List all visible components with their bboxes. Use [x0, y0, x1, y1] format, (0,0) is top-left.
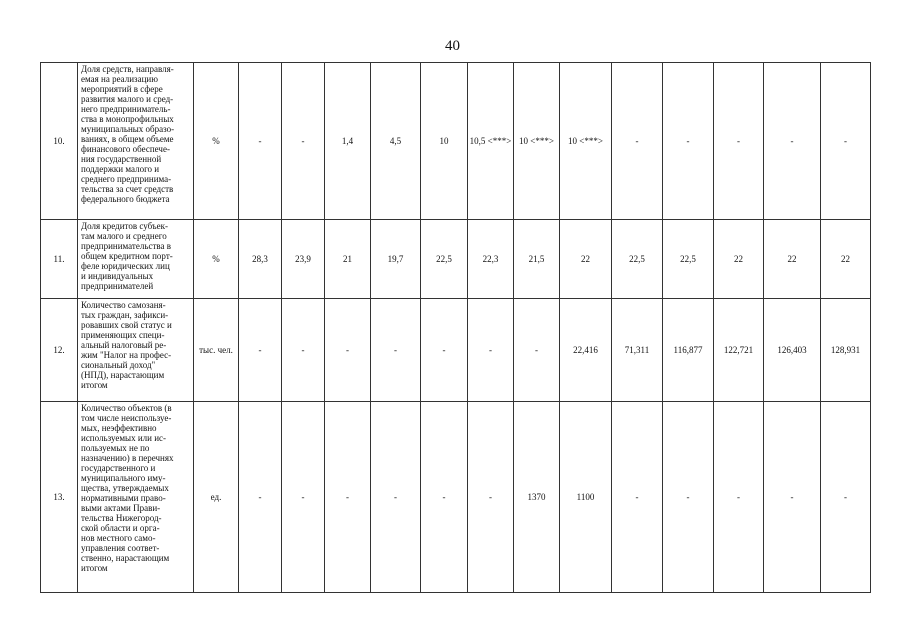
description-line: тельства Нижегород- — [81, 513, 162, 523]
value-cell: - — [325, 299, 371, 402]
value-cell: - — [612, 402, 663, 593]
value-cell: - — [663, 63, 714, 220]
description-line: предпринимательства в — [81, 241, 172, 251]
value-cell: 122,721 — [714, 299, 764, 402]
table-row — [41, 402, 905, 593]
description-line: нормативными право- — [81, 493, 166, 503]
value-cell: 22,3 — [468, 220, 514, 299]
value-cell: 4,5 — [371, 63, 421, 220]
description-line: среднего предпринима- — [81, 174, 172, 184]
description-line: федерального бюджета — [81, 194, 170, 204]
value-cell: 22 — [764, 220, 821, 299]
value-cell: - — [282, 299, 325, 402]
value-cell: - — [371, 299, 421, 402]
value-cell: - — [468, 299, 514, 402]
description-line: щества, утверждаемых — [81, 483, 169, 493]
value-cell: - — [821, 63, 871, 220]
row-number: 11. — [41, 220, 78, 299]
value-cell: 22 — [560, 220, 612, 299]
value-cell: 10 <***> — [560, 63, 612, 220]
row-number: 12. — [41, 299, 78, 402]
indicators-table — [40, 62, 905, 593]
value-cell: - — [764, 402, 821, 593]
value-cell: - — [239, 402, 282, 593]
description-line: развития малого и сред- — [81, 94, 174, 104]
value-cell: - — [282, 402, 325, 593]
description-line: альный налоговый ре- — [81, 340, 167, 350]
value-cell: 22 — [821, 220, 871, 299]
description-line: том числе неиспользуе- — [81, 413, 172, 423]
description-line: государственного и — [81, 463, 156, 473]
description-line: там малого и среднего — [81, 231, 167, 241]
description-line: предпринимателей — [81, 281, 154, 291]
description-line: мероприятий в сфере — [81, 84, 163, 94]
description-line: ровавших свой статус и — [81, 320, 172, 330]
value-cell: 22 — [714, 220, 764, 299]
value-cell: 10,5 <***> — [468, 63, 514, 220]
unit-cell: ед. — [194, 402, 239, 593]
description-line: и индивидуальных — [81, 271, 154, 281]
value-cell: - — [421, 299, 468, 402]
description-line: тых граждан, зафикси- — [81, 310, 169, 320]
value-cell: 116,877 — [663, 299, 714, 402]
value-cell: - — [371, 402, 421, 593]
description-line: Доля средств, направля- — [81, 64, 174, 74]
description-line: муниципальных образо- — [81, 124, 175, 134]
value-cell: 21 — [325, 220, 371, 299]
value-cell: - — [764, 63, 821, 220]
description-line: сиональный доход" — [81, 360, 156, 370]
description-line: него предприниматель- — [81, 104, 171, 114]
description-line: поддержки малого и — [81, 164, 160, 174]
description-line: ния государственной — [81, 154, 162, 164]
description-line: управления соответ- — [81, 543, 160, 553]
description-line: тельства за счет средств — [81, 184, 174, 194]
value-cell: 19,7 — [371, 220, 421, 299]
value-cell: - — [282, 63, 325, 220]
value-cell: - — [239, 63, 282, 220]
description-line: итогом — [81, 380, 108, 390]
description-line: жим "Налог на профес- — [81, 350, 172, 360]
value-cell: 21,5 — [514, 220, 560, 299]
value-cell: - — [514, 299, 560, 402]
value-cell: - — [612, 63, 663, 220]
value-cell: 1370 — [514, 402, 560, 593]
value-cell: - — [663, 402, 714, 593]
description-line: применяющих специ- — [81, 330, 165, 340]
description-line: ваниях, в общем объеме — [81, 134, 174, 144]
description-line: ской области и орга- — [81, 523, 160, 533]
value-cell: 22,5 — [421, 220, 468, 299]
value-cell: 128,931 — [821, 299, 871, 402]
description-line: итогом — [81, 563, 108, 573]
page-number: 40 — [445, 38, 460, 54]
description-line: ства в монопрофильных — [81, 114, 174, 124]
value-cell: 1100 — [560, 402, 612, 593]
description-line: пользуемых не по — [81, 443, 150, 453]
description-line: Доля кредитов субъек- — [81, 221, 168, 231]
value-cell: 126,403 — [764, 299, 821, 402]
description-line: нов местного само- — [81, 533, 156, 543]
value-cell: 1,4 — [325, 63, 371, 220]
description-line: Количество объектов (в — [81, 403, 172, 413]
value-cell: 22,416 — [560, 299, 612, 402]
row-number: 13. — [41, 402, 78, 593]
description-line: общем кредитном порт- — [81, 251, 173, 261]
row-number: 10. — [41, 63, 78, 220]
description-line: емая на реализацию — [81, 74, 158, 84]
description-line: выми актами Прави- — [81, 503, 161, 513]
description-line: ственно, нарастающим — [81, 553, 170, 563]
value-cell: 71,311 — [612, 299, 663, 402]
value-cell: 28,3 — [239, 220, 282, 299]
value-cell: - — [325, 402, 371, 593]
value-cell: - — [421, 402, 468, 593]
description-line: мых, неэффективно — [81, 423, 157, 433]
description-line: финансового обеспече- — [81, 144, 170, 154]
value-cell: - — [714, 402, 764, 593]
description-line: муниципального иму- — [81, 473, 166, 483]
unit-cell: тыс. чел. — [194, 299, 239, 402]
value-cell: 10 — [421, 63, 468, 220]
description-line: используемых или ис- — [81, 433, 167, 443]
value-cell: - — [821, 402, 871, 593]
indicator-description — [78, 402, 194, 593]
description-line: феле юридических лиц — [81, 261, 170, 271]
value-cell: - — [714, 63, 764, 220]
unit-cell: % — [194, 63, 239, 220]
description-line: Количество самозаня- — [81, 300, 166, 310]
value-cell: 23,9 — [282, 220, 325, 299]
description-line: назначению) в перечнях — [81, 453, 174, 463]
value-cell: - — [468, 402, 514, 593]
value-cell: 22,5 — [612, 220, 663, 299]
value-cell: - — [239, 299, 282, 402]
description-line: (НПД), нарастающим — [81, 370, 165, 380]
value-cell: 10 <***> — [514, 63, 560, 220]
indicator-description — [78, 220, 194, 299]
value-cell: 22,5 — [663, 220, 714, 299]
indicator-description — [78, 299, 194, 402]
indicator-description — [78, 63, 194, 220]
table-row — [41, 63, 905, 220]
unit-cell: % — [194, 220, 239, 299]
table-row — [41, 220, 905, 299]
table-row — [41, 299, 905, 402]
